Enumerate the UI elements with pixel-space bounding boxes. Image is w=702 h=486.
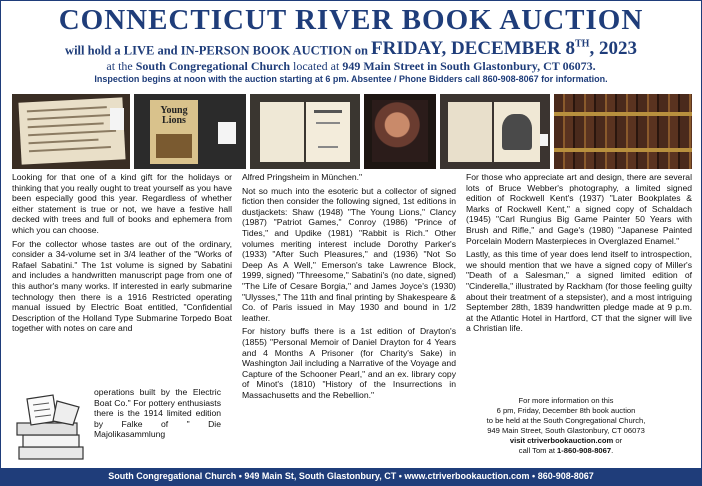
young-lions-photo: [134, 94, 246, 169]
column-1: [12, 172, 232, 337]
church-name: South Congregational Church: [135, 59, 290, 74]
info-line-text: call Tom at: [518, 446, 558, 455]
paragraph: operations built by the Electric Boat Co." For pottery enthusiasts there is the 1914 limited edition by Falke of " Die Majolikasammlung: [94, 387, 221, 440]
location-text: .: [592, 59, 596, 74]
event-date-suffix: TH: [574, 39, 590, 50]
column-1-wrap: [94, 387, 221, 440]
event-line-text: will hold a: [65, 43, 124, 58]
paragraph: For those who appreciate art and design, there are several lots of Bruce Webber's photography, a limited signed edition of Rockwell Kent's (1937) "Later Bookplates & Marks of Rockwell Kent," a signed copy of Schaldach (1945) "Carl Rungius Big Game Painter 50 Years with Brush and Rifle," and Gage's (1980) "Japanese Painted Porcelain Modern Masterpieces in Overglazed Enamel.": [466, 172, 692, 246]
phone-number: 1-860-908-8067: [557, 446, 612, 455]
location-text: located at: [290, 59, 343, 74]
event-date: [371, 38, 637, 59]
info-line: 6 pm, Friday, December 8th book auction: [496, 406, 636, 415]
website-link[interactable]: visit ctriverbookauction.com: [509, 436, 614, 445]
cinderella-photo: [440, 94, 550, 169]
open-book-photo: [250, 94, 360, 169]
info-box: [471, 396, 661, 456]
book-set-photo: [554, 94, 692, 169]
info-line: [471, 446, 661, 456]
info-line: to be held at the South Congregational Church,: [486, 416, 646, 425]
flyer-title: CONNECTICUT RIVER BOOK AUCTION: [58, 4, 644, 36]
info-line: 949 Main Street, South Glastonbury, CT 06073: [487, 426, 645, 435]
header: [1, 5, 701, 85]
paragraph: Alfred Pringsheim in München.": [242, 172, 363, 182]
column-2: [242, 172, 456, 403]
event-year: , 2023: [589, 38, 637, 60]
young-lions-title: Young Lions: [160, 105, 188, 126]
column-3: [466, 172, 692, 337]
paragraph: Looking for that one of a kind gift for the holidays or thinking that you really ought to treat yourself as you have been especially good this year. Regardless of whether either statement is true or not, we have a festive hall decked with trees and full of books and ephemera from which you can choose.: [12, 172, 232, 235]
info-line: [471, 436, 661, 446]
photo-strip: [12, 94, 692, 169]
event-line: [1, 36, 701, 59]
books-illustration: [13, 391, 113, 467]
info-line: For more information on this: [518, 396, 614, 405]
manuscript-photo: [12, 94, 130, 169]
live-label: LIVE: [123, 43, 155, 58]
paragraph: Lastly, as this time of year does lend itself to introspection, we should mention that we have a signed copy of Miller's "Death of a Salesman," a signed limited edition of "Cinderella," illustrated by Rackham (for those feeling guilty about their treatment of a stepsister), and a most intriguing September 28th, 1839 handwritten pledge made at 9 p.m. at the Atlantic Hotel in Hartford, CT that the signer will live a Christian life.: [466, 249, 692, 334]
paragraph: For history buffs there is a 1st edition of Drayton's (1855) "Personal Memoir of Daniel Drayton for 4 Years and 4 Months A Prisoner (for Charity's Sake) in Washington Jail including a Narrative of the Voyage and Capture of the Schooner Pearl," and an ex. library copy of Minot's (1810) "History of the Insurrections in Massachusetts and the Rebellion.": [242, 326, 456, 400]
paragraph: For the collector whose tastes are out of the ordinary, consider a 34-volume set in 3/4 leather of the "Works of Rafael Sabatini." The 1st volume is signed by Sabatini and includes a handwritten manuscript page from one of this author's many works. If interested in early submarine technology then there is a 1916 Restricted operating manual issued by Electric Boat entitled, "Confidential Description of the Holland Type Submarine Torpedo Boat together with notes on care and: [12, 238, 232, 334]
location-line: [1, 59, 701, 73]
book-stack-icon: [13, 391, 93, 467]
info-line-text: or: [613, 436, 623, 445]
footer-bar: South Congregational Church • 949 Main St, South Glastonbury, CT • www.ctriverbookauction.com • 860-908-8067: [1, 468, 701, 485]
event-line-text: and: [154, 43, 181, 58]
info-line-text: .: [611, 446, 614, 455]
event-date-text: FRIDAY, DECEMBER 8: [371, 38, 575, 60]
painting-photo: [364, 94, 436, 169]
in-person-label: IN-PERSON BOOK AUCTION: [180, 43, 352, 58]
event-line-text: on: [351, 43, 372, 58]
young-lions-jacket: [150, 100, 198, 164]
church-address: 949 Main Street in South Glastonbury, CT 06073: [342, 59, 593, 74]
location-text: at the: [106, 59, 136, 74]
paragraph: Not so much into the esoteric but a collector of signed fiction then consider the following signed, 1st editions in dustjackets: Shaw (1948) "The Young Lions," Clancy (1987) "Patriot Games," Conroy (1986) "Prince of Tides," and Updike (1981) "Rabbit is Rich." Other volumes meriting interest include Dorothy Parker's (1933) "After Such Pleasures," and (1936) "Not So Deep As A Well," Emerson's take Lawrence Block, 1999, signed) "Threesome," Sabatini's (no date, signed) "The Life of Cesare Borgia," and James Joyce's (1930) "Ulysses," The 11th and final printing by Shakespeare & Co. of Paris issued in May 1930 and bound in 1/2 leather.: [242, 185, 456, 323]
inspection-line: Inspection begins at noon with the auction starting at 6 pm. Absentee / Phone Bidders call 860-908-8067 for information.: [94, 74, 608, 85]
